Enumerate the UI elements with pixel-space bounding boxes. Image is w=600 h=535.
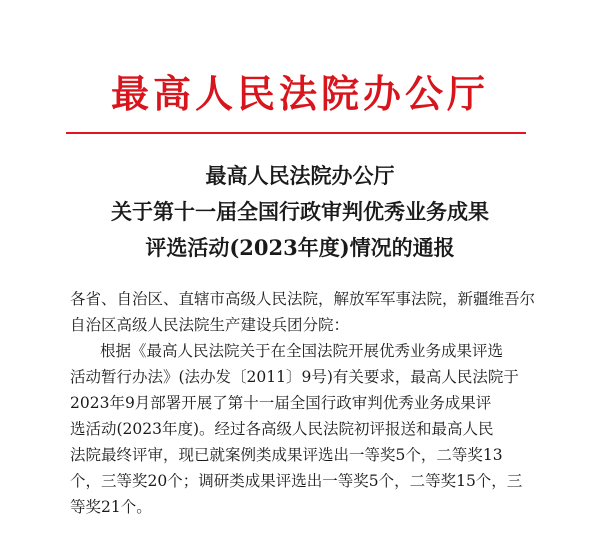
- body-line-4: 活动暂行办法》(法办发〔2011〕9号)有关要求，最高人民法院于: [70, 368, 519, 386]
- body-line-8: 个，三等奖20个；调研类成果评选出一等奖5个，二等奖15个，三: [70, 472, 523, 490]
- title-line-1: 最高人民法院办公厅: [205, 163, 395, 188]
- body-line-5: 2023年9月部署开展了第十一届全国行政审判优秀业务成果评: [70, 394, 492, 412]
- body-line-9: 等奖21个。: [70, 498, 152, 516]
- body-line-2: 自治区高级人民法院生产建设兵团分院：: [70, 316, 350, 334]
- title-line-3: 评选活动(2023年度)情况的通报: [145, 235, 455, 260]
- masthead-title: 最高人民法院办公厅: [110, 72, 489, 116]
- document-title: [0, 158, 600, 266]
- body-line-1: 各省、自治区、直辖市高级人民法院，解放军军事法院，新疆维吾尔: [70, 290, 536, 308]
- body-line-3: 根据《最高人民法院关于在全国法院开展优秀业务成果评选: [100, 342, 504, 360]
- body-line-6: 选活动(2023年度)。经过各高级人民法院初评报送和最高人民: [70, 420, 494, 438]
- red-divider-rule: [66, 132, 526, 134]
- body-line-7: 法院最终评审，现已就案例类成果评选出一等奖5个，二等奖13: [70, 446, 503, 464]
- title-line-2: 关于第十一届全国行政审判优秀业务成果: [111, 199, 489, 224]
- document-body: [70, 286, 540, 520]
